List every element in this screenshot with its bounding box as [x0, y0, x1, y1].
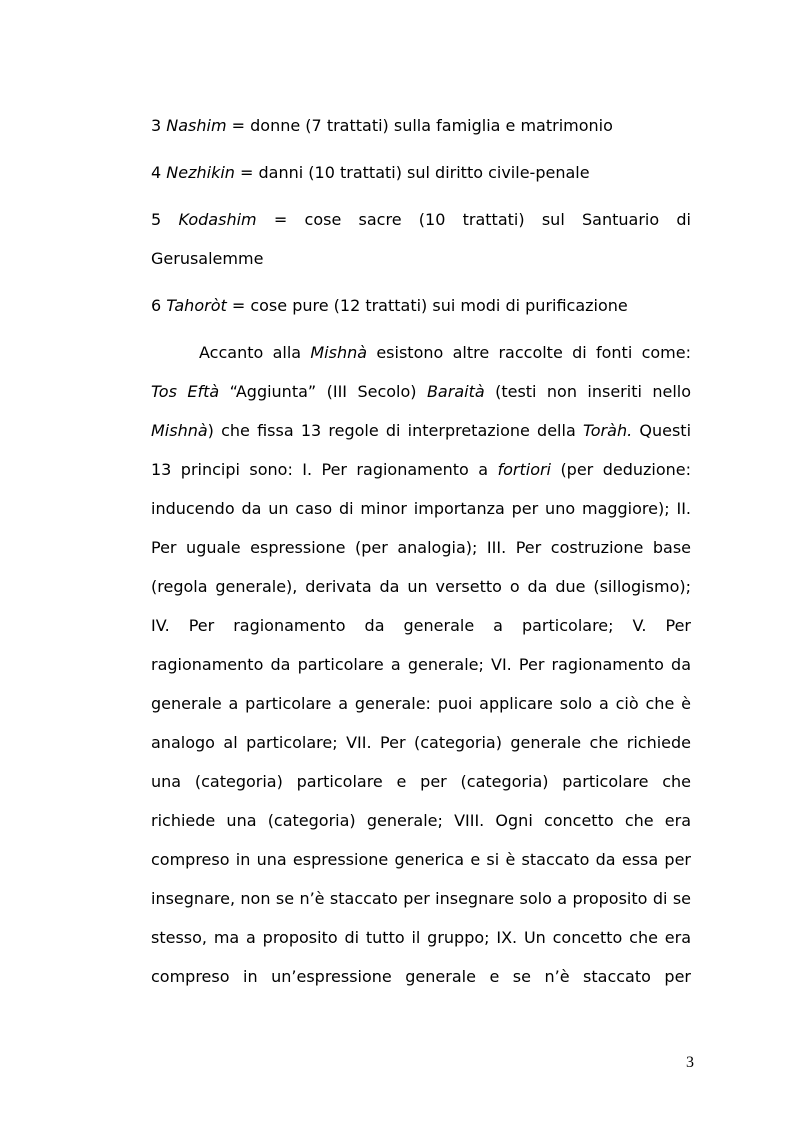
term-baraita: Baraità — [426, 382, 485, 401]
term-torah: Toràh. — [582, 421, 633, 440]
list-item-tahorot — [151, 286, 691, 325]
item-term: Kodashim — [178, 210, 257, 229]
paragraph-line: 13 principi sono: I. Per ragionamento a fortiori (per deduzione: — [151, 460, 691, 479]
term-fortiori: fortiori — [497, 460, 551, 479]
paragraph-line: insegnare, non se n’è staccato per insegnare solo a proposito di se — [151, 889, 691, 908]
item-description: = cose pure (12 trattati) sui modi di purificazione — [231, 296, 628, 315]
paragraph-line: una (categoria) particolare e per (categoria) particolare che — [151, 772, 691, 791]
paragraph-line: (regola generale), derivata da un versetto o da due (sillogismo); — [151, 577, 691, 596]
item-description: Gerusalemme — [151, 249, 264, 268]
list-item-kodashim — [151, 200, 691, 239]
page-number: 3 — [686, 1054, 694, 1071]
paragraph-line: richiede una (categoria) generale; VIII. Ogni concetto che era — [151, 811, 691, 830]
paragraph-line: generale a particolare a generale: puoi applicare solo a ciò che è — [151, 694, 691, 713]
item-term: Nashim — [166, 116, 227, 135]
item-number: 5 — [151, 210, 162, 229]
list-item-nezhikin — [151, 153, 691, 192]
paragraph-line: Mishnà) che fissa 13 regole di interpretazione della Toràh. Questi — [151, 421, 691, 440]
paragraph-line: ragionamento da particolare a generale; VI. Per ragionamento da — [151, 655, 691, 674]
list-item-kodashim-continued — [151, 239, 691, 278]
item-number: 3 — [151, 116, 162, 135]
item-term: Nezhikin — [166, 163, 235, 182]
term-mishna: Mishnà — [310, 343, 368, 362]
item-number: 6 — [151, 296, 162, 315]
paragraph-line: compreso in un’espressione generale e se n’è staccato per — [151, 967, 691, 986]
document-page — [151, 106, 691, 996]
paragraph-line: Accanto alla Mishnà esistono altre raccolte di fonti come: — [199, 343, 691, 362]
item-number: 4 — [151, 163, 162, 182]
paragraph-line: stesso, ma a proposito di tutto il gruppo; IX. Un concetto che era — [151, 928, 691, 947]
item-description: = danni (10 trattati) sul diritto civile-penale — [240, 163, 590, 182]
body-paragraph — [151, 333, 691, 996]
paragraph-line: inducendo da un caso di minor importanza per uno maggiore); II. — [151, 499, 691, 518]
list-item-nashim — [151, 106, 691, 145]
item-term: Tahoròt — [166, 296, 227, 315]
term-mishna: Mishnà — [151, 421, 208, 440]
item-description: = donne (7 trattati) sulla famiglia e matrimonio — [231, 116, 613, 135]
term-tos-efta: Tos Eftà — [151, 382, 220, 401]
paragraph-line: analogo al particolare; VII. Per (categoria) generale che richiede — [151, 733, 691, 752]
paragraph-line: compreso in una espressione generica e si è staccato da essa per — [151, 850, 691, 869]
paragraph-line: Tos Eftà “Aggiunta” (III Secolo) Baraità (testi non inseriti nello — [151, 382, 691, 401]
paragraph-line: Per uguale espressione (per analogia); III. Per costruzione base — [151, 538, 691, 557]
item-description: = cose sacre (10 trattati) sul Santuario di — [273, 210, 691, 229]
paragraph-line: IV. Per ragionamento da generale a particolare; V. Per — [151, 616, 691, 635]
